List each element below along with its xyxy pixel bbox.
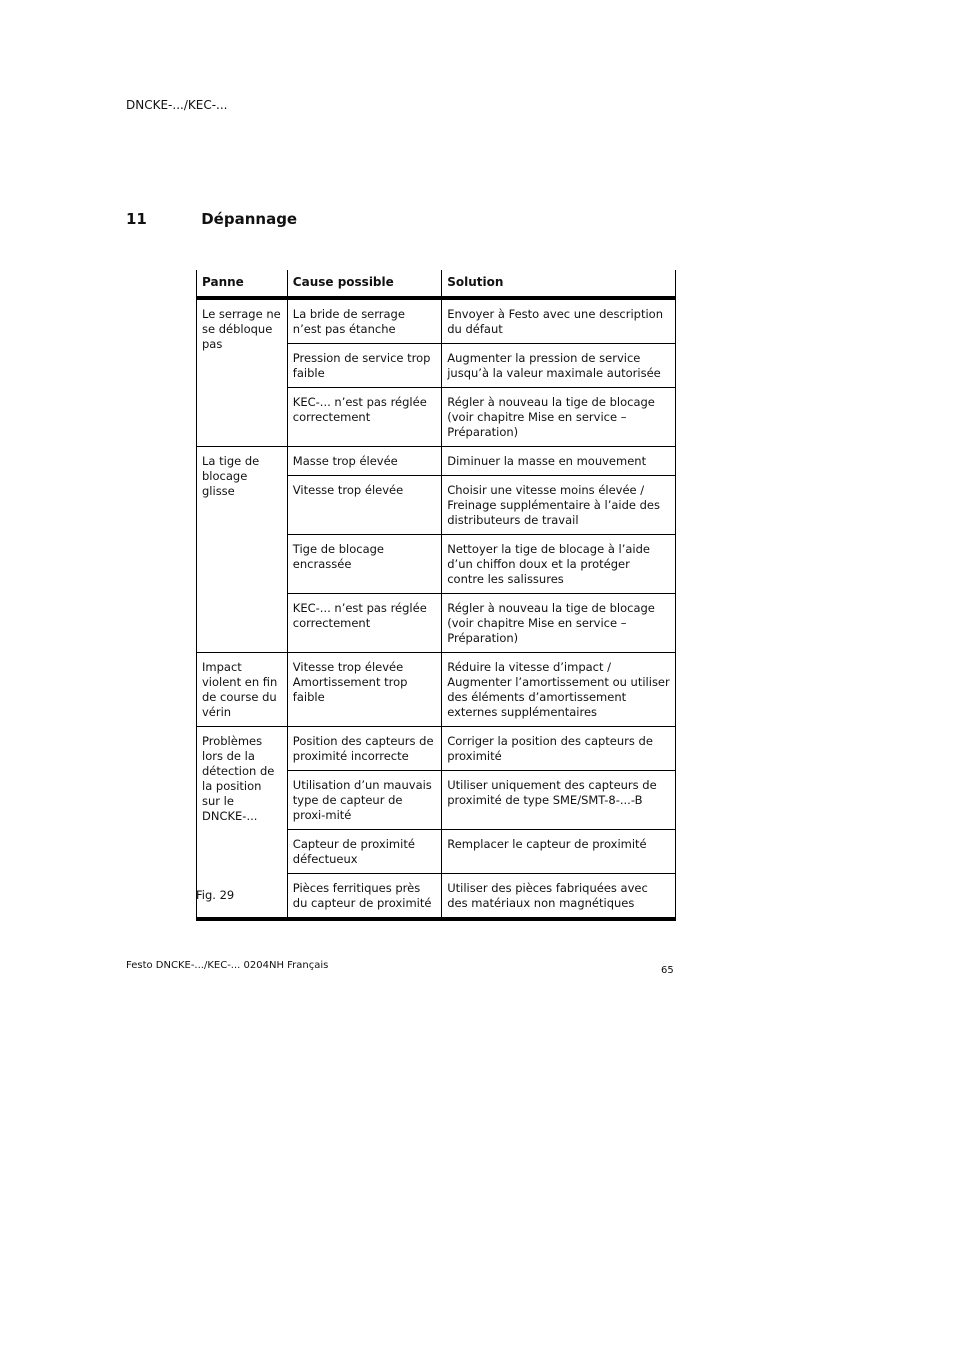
section-title: Dépannage [201, 210, 298, 228]
cause-cell: Vitesse trop élevée Amortissement trop faible [287, 653, 441, 727]
cause-cell: Capteur de proximité défectueux [287, 830, 441, 874]
solution-cell: Nettoyer la tige de blocage à l’aide d’un chiffon doux et la protéger contre les salissures [442, 535, 676, 594]
solution-cell: Utiliser uniquement des capteurs de proximité de type SME/SMT-8-...-B [442, 771, 676, 830]
table-row [197, 727, 676, 771]
cause-cell: Position des capteurs de proximité incorrecte [287, 727, 441, 771]
solution-cell: Régler à nouveau la tige de blocage (voir chapitre Mise en service – Préparation) [442, 388, 676, 447]
solution-cell: Envoyer à Festo avec une description du défaut [442, 298, 676, 344]
solution-cell: Réduire la vitesse d’impact / Augmenter l’amortissement ou utiliser des éléments d’amortissement externes supplémentaires [442, 653, 676, 727]
cause-cell: Pression de service trop faible [287, 344, 441, 388]
section-number: 11 [126, 210, 147, 228]
table-row [197, 298, 676, 344]
table-row [197, 653, 676, 727]
panne-cell: Le serrage ne se débloque pas [197, 298, 288, 447]
table-header-row [197, 270, 676, 298]
cause-cell: Utilisation d’un mauvais type de capteur de proxi-mité [287, 771, 441, 830]
solution-cell: Augmenter la pression de service jusqu’à la valeur maximale autorisée [442, 344, 676, 388]
troubleshooting-table [196, 270, 676, 921]
page-number: 65 [661, 965, 674, 976]
solution-cell: Utiliser des pièces fabriquées avec des matériaux non magnétiques [442, 874, 676, 920]
column-header-panne: Panne [197, 270, 288, 298]
panne-cell: Impact violent en fin de course du vérin [197, 653, 288, 727]
cause-cell: La bride de serrage n’est pas étanche [287, 298, 441, 344]
cause-cell: Masse trop élevée [287, 447, 441, 476]
solution-cell: Choisir une vitesse moins élevée / Freinage supplémentaire à l’aide des distributeurs de travail [442, 476, 676, 535]
footer-doc-info: Festo DNCKE-.../KEC-... 0204NH Français [126, 960, 329, 971]
cause-cell: Pièces ferritiques près du capteur de proximité [287, 874, 441, 920]
figure-caption: Fig. 29 [196, 888, 235, 902]
solution-cell: Diminuer la masse en mouvement [442, 447, 676, 476]
solution-cell: Corriger la position des capteurs de proximité [442, 727, 676, 771]
running-header: DNCKE-.../KEC-... [126, 98, 228, 112]
cause-cell: Tige de blocage encrassée [287, 535, 441, 594]
cause-cell: KEC-... n’est pas réglée correctement [287, 594, 441, 653]
cause-cell: Vitesse trop élevée [287, 476, 441, 535]
column-header-cause: Cause possible [287, 270, 441, 298]
solution-cell: Régler à nouveau la tige de blocage (voir chapitre Mise en service – Préparation) [442, 594, 676, 653]
section-heading [126, 210, 297, 228]
panne-cell: La tige de blocage glisse [197, 447, 288, 653]
table-row [197, 447, 676, 476]
column-header-solution: Solution [442, 270, 676, 298]
solution-cell: Remplacer le capteur de proximité [442, 830, 676, 874]
cause-cell: KEC-... n’est pas réglée correctement [287, 388, 441, 447]
panne-cell: Problèmes lors de la détection de la position sur le DNCKE-... [197, 727, 288, 920]
